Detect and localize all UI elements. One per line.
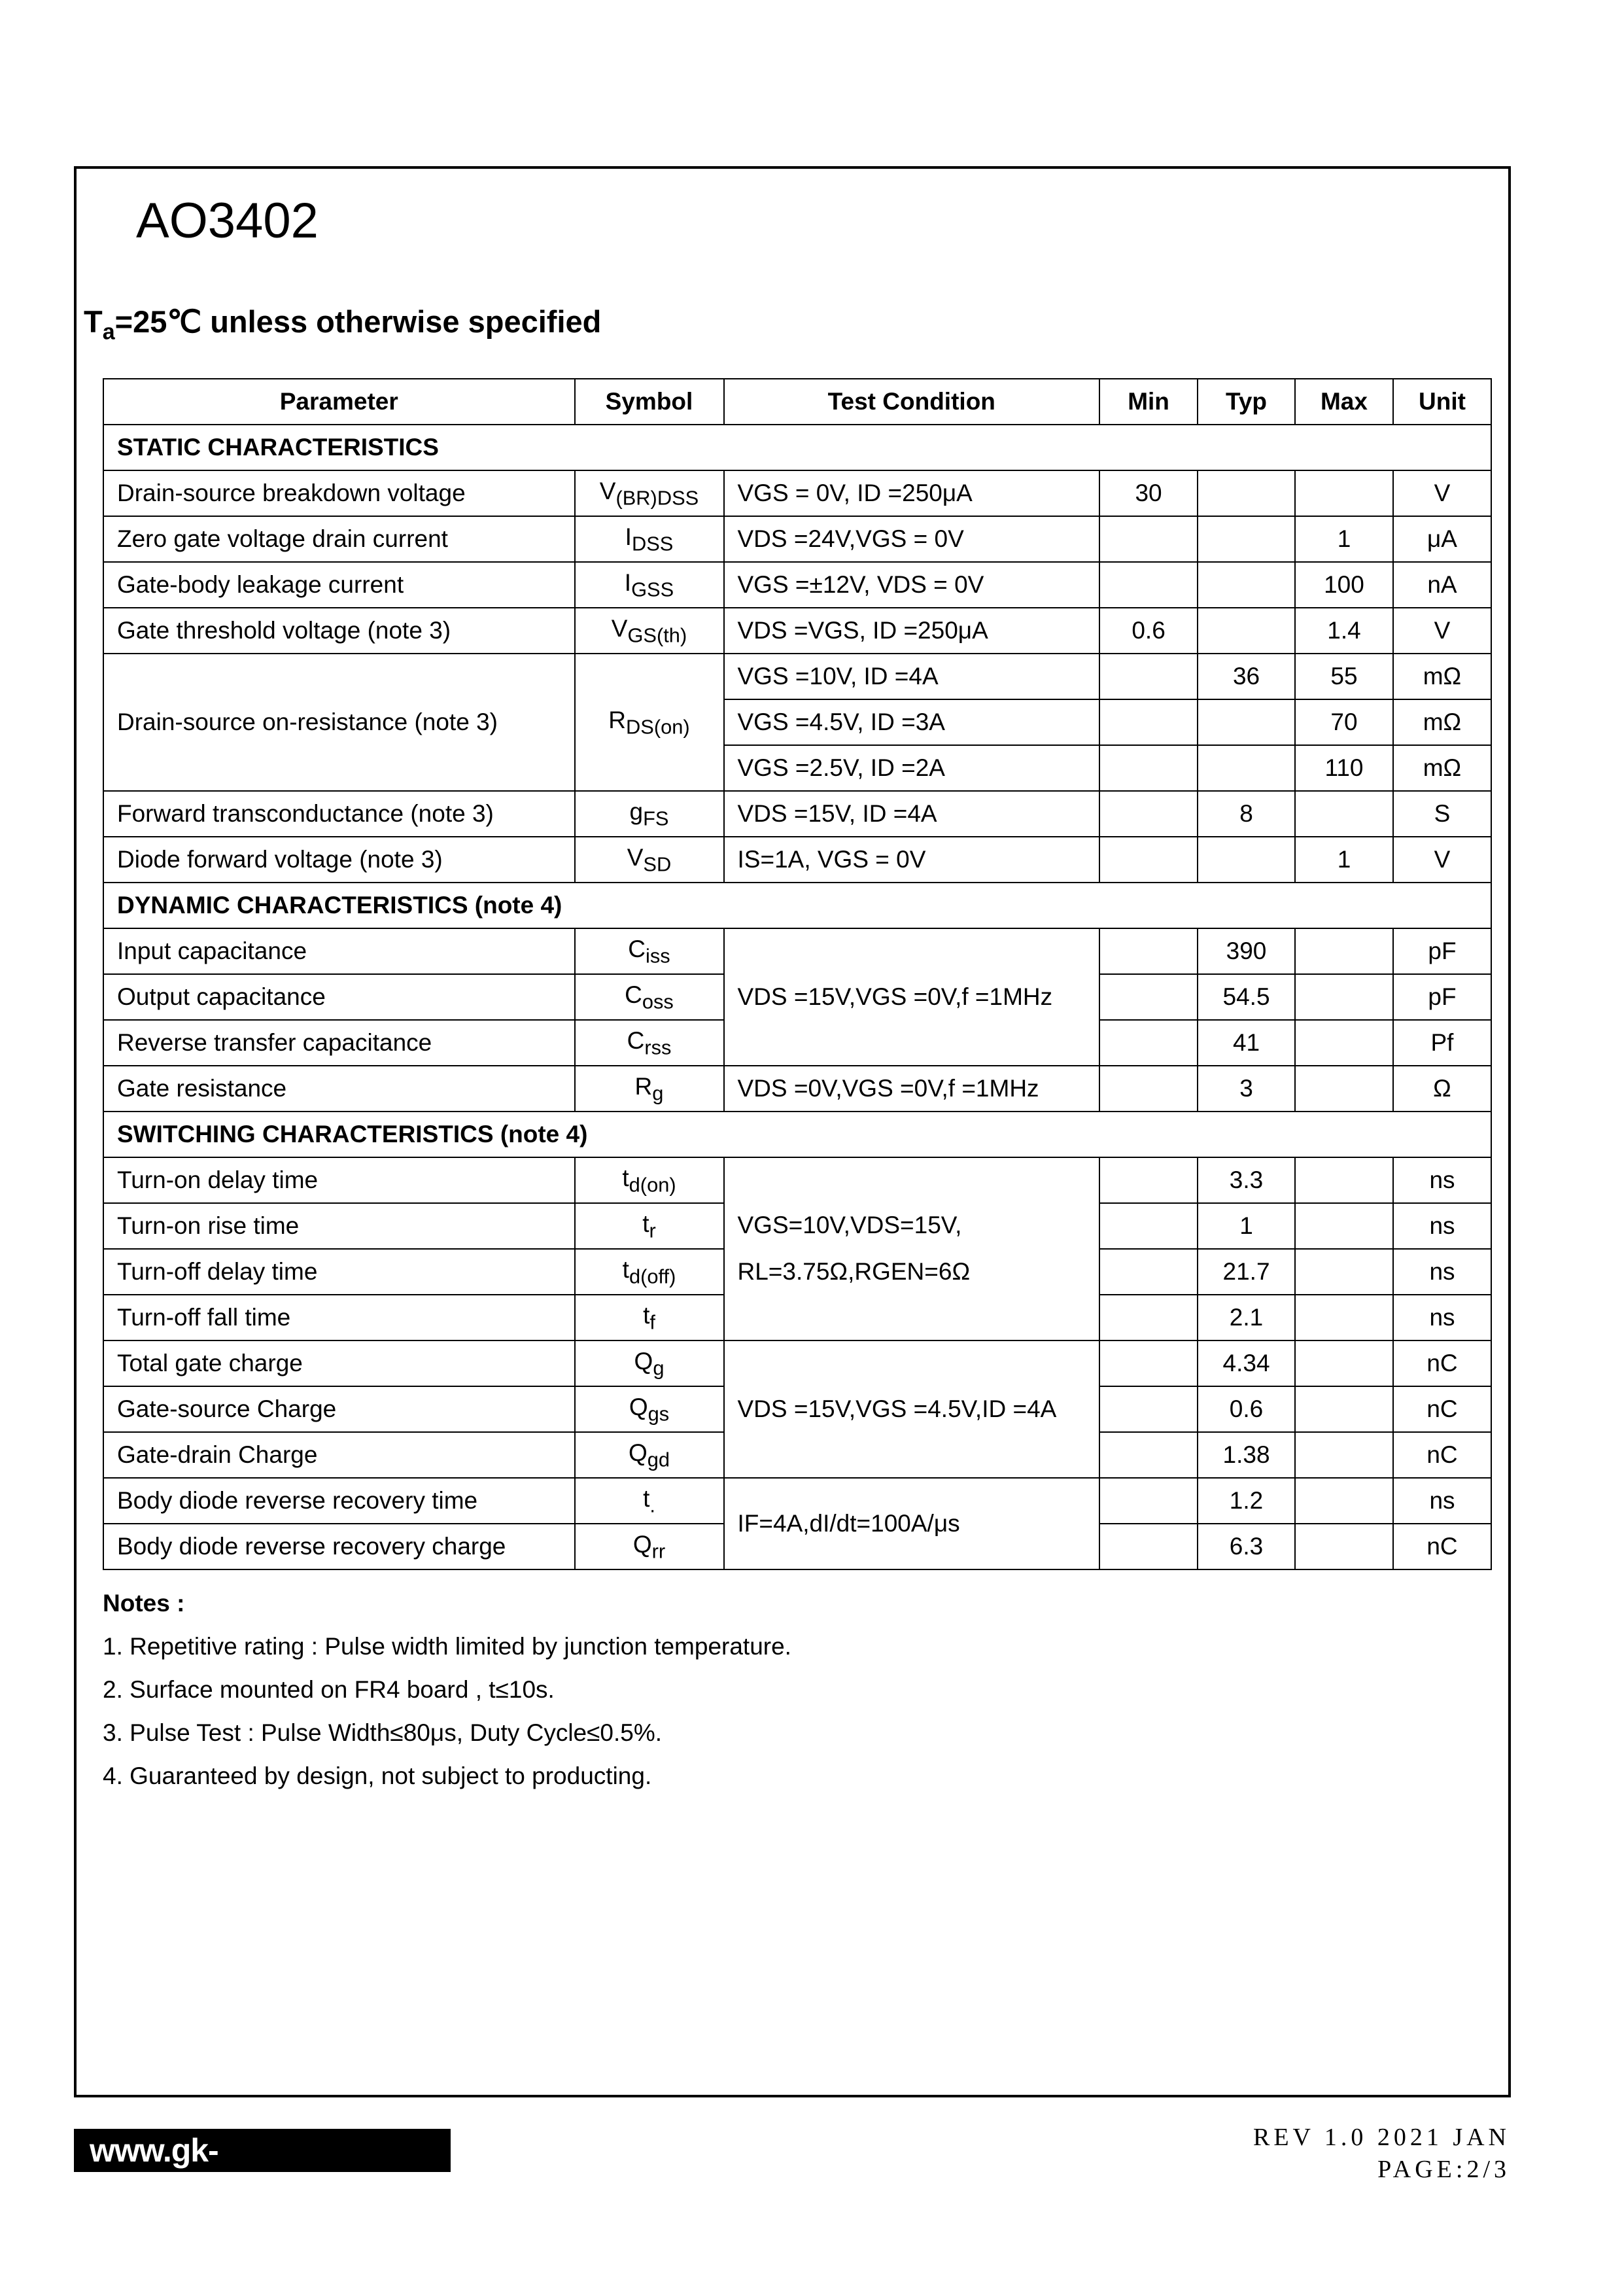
typ-cell: [1198, 470, 1295, 516]
typ-cell: [1198, 837, 1295, 883]
condition-cell: VGS =±12V, VDS = 0V: [724, 562, 1100, 608]
param-cell: Gate threshold voltage (note 3): [103, 608, 575, 654]
min-cell: [1099, 1432, 1198, 1478]
max-cell: [1295, 1203, 1393, 1249]
col-header-unit: Unit: [1393, 379, 1491, 425]
param-cell: Drain-source breakdown voltage: [103, 470, 575, 516]
table-row: [103, 562, 1491, 608]
unit-cell: μA: [1393, 516, 1491, 562]
unit-cell: nC: [1393, 1524, 1491, 1569]
condition-cell: VDS =15V,VGS =0V,f =1MHz: [724, 928, 1100, 1066]
min-cell: [1099, 699, 1198, 745]
unit-cell: pF: [1393, 928, 1491, 974]
section-dynamic: DYNAMIC CHARACTERISTICS (note 4): [103, 883, 1491, 928]
unit-cell: Ω: [1393, 1066, 1491, 1112]
typ-cell: 1: [1198, 1203, 1295, 1249]
max-cell: [1295, 1295, 1393, 1340]
min-cell: 30: [1099, 470, 1198, 516]
max-cell: 1.4: [1295, 608, 1393, 654]
col-header-min: Min: [1099, 379, 1198, 425]
note-item: 2. Surface mounted on FR4 board , t≤10s.: [103, 1676, 555, 1703]
unit-cell: ns: [1393, 1478, 1491, 1524]
min-cell: [1099, 1524, 1198, 1569]
table-row: [103, 516, 1491, 562]
param-cell: Gate-drain Charge: [103, 1432, 575, 1478]
param-cell: Gate-source Charge: [103, 1386, 575, 1432]
max-cell: 110: [1295, 745, 1393, 791]
param-cell: Gate resistance: [103, 1066, 575, 1112]
footer-revision: REV 1.0 2021 JAN: [1253, 2124, 1510, 2151]
condition-cell: VDS =24V,VGS = 0V: [724, 516, 1100, 562]
symbol-cell: $V_{GS(th)}$: [575, 608, 724, 654]
table-row: [103, 837, 1491, 883]
notes-title: Notes :: [103, 1590, 185, 1617]
note-item: 4. Guaranteed by design, not subject to producting.: [103, 1762, 652, 1789]
table-row: [103, 654, 1491, 699]
min-cell: [1099, 1066, 1198, 1112]
param-cell: Total gate charge: [103, 1340, 575, 1386]
condition-cell: VDS =0V,VGS =0V,f =1MHz: [724, 1066, 1100, 1112]
min-cell: [1099, 928, 1198, 974]
unit-cell: ns: [1393, 1295, 1491, 1340]
symbol-cell: $C_{rss}$: [575, 1020, 724, 1066]
condition-cell: VGS=10V,VDS=15V, RL=3.75Ω,RGEN=6Ω: [724, 1157, 1100, 1340]
param-cell: Drain-source on-resistance (note 3): [103, 654, 575, 791]
col-header-symbol: Symbol: [575, 379, 724, 425]
symbol-cell: $C_{iss}$: [575, 928, 724, 974]
param-cell: Zero gate voltage drain current: [103, 516, 575, 562]
typ-cell: 8: [1198, 791, 1295, 837]
min-cell: 0.6: [1099, 608, 1198, 654]
unit-cell: mΩ: [1393, 654, 1491, 699]
condition-cell: VDS =15V,VGS =4.5V,ID =4A: [724, 1340, 1100, 1478]
param-cell: Output capacitance: [103, 974, 575, 1020]
typ-cell: 3.3: [1198, 1157, 1295, 1203]
typ-cell: 390: [1198, 928, 1295, 974]
max-cell: [1295, 1066, 1393, 1112]
param-cell: Body diode reverse recovery time: [103, 1478, 575, 1524]
symbol-cell: $t_.$: [575, 1478, 724, 1524]
typ-cell: 41: [1198, 1020, 1295, 1066]
max-cell: 1: [1295, 837, 1393, 883]
table-row: [103, 1157, 1491, 1203]
table-row: [103, 1340, 1491, 1386]
max-cell: 70: [1295, 699, 1393, 745]
table-row: [103, 791, 1491, 837]
typ-cell: 4.34: [1198, 1340, 1295, 1386]
max-cell: [1295, 1020, 1393, 1066]
symbol-cell: $t_{d(on)}$: [575, 1157, 724, 1203]
typ-cell: 6.3: [1198, 1524, 1295, 1569]
symbol-cell: $Q_g$: [575, 1340, 724, 1386]
min-cell: [1099, 1295, 1198, 1340]
max-cell: [1295, 791, 1393, 837]
min-cell: [1099, 1157, 1198, 1203]
condition-heading: [84, 305, 601, 345]
min-cell: [1099, 516, 1198, 562]
max-cell: 100: [1295, 562, 1393, 608]
typ-cell: [1198, 516, 1295, 562]
unit-cell: S: [1393, 791, 1491, 837]
typ-cell: 1.38: [1198, 1432, 1295, 1478]
section-row: [103, 1112, 1491, 1157]
min-cell: [1099, 1203, 1198, 1249]
condition-cell: IS=1A, VGS = 0V: [724, 837, 1100, 883]
table-row: [103, 608, 1491, 654]
max-cell: [1295, 974, 1393, 1020]
unit-cell: V: [1393, 837, 1491, 883]
condition-cell: VDS =VGS, ID =250μA: [724, 608, 1100, 654]
unit-cell: ns: [1393, 1249, 1491, 1295]
footer-page-number: PAGE:2/3: [1377, 2156, 1510, 2183]
min-cell: [1099, 1249, 1198, 1295]
param-cell: Input capacitance: [103, 928, 575, 974]
min-cell: [1099, 562, 1198, 608]
param-cell: Body diode reverse recovery charge: [103, 1524, 575, 1569]
condition-cell: VGS =2.5V, ID =2A: [724, 745, 1100, 791]
col-header-parameter: Parameter: [103, 379, 575, 425]
table-row: [103, 1478, 1491, 1524]
typ-cell: 2.1: [1198, 1295, 1295, 1340]
param-cell: Diode forward voltage (note 3): [103, 837, 575, 883]
symbol-cell: $t_{d(off)}$: [575, 1249, 724, 1295]
unit-cell: ns: [1393, 1157, 1491, 1203]
max-cell: 1: [1295, 516, 1393, 562]
section-row: [103, 883, 1491, 928]
param-cell: Turn-off fall time: [103, 1295, 575, 1340]
unit-cell: ns: [1393, 1203, 1491, 1249]
symbol-cell: $Q_{gs}$: [575, 1386, 724, 1432]
max-cell: [1295, 1432, 1393, 1478]
min-cell: [1099, 654, 1198, 699]
condition-text: =25℃ unless otherwise specified: [114, 304, 602, 339]
max-cell: [1295, 1157, 1393, 1203]
temp-symbol: T: [84, 304, 103, 339]
section-switching: SWITCHING CHARACTERISTICS (note 4): [103, 1112, 1491, 1157]
typ-cell: [1198, 562, 1295, 608]
max-cell: [1295, 1340, 1393, 1386]
temp-subscript: a: [102, 319, 115, 345]
symbol-cell: $I_{DSS}$: [575, 516, 724, 562]
typ-cell: [1198, 699, 1295, 745]
param-cell: Reverse transfer capacitance: [103, 1020, 575, 1066]
symbol-cell: $Q_{gd}$: [575, 1432, 724, 1478]
condition-cell: VDS =15V, ID =4A: [724, 791, 1100, 837]
col-header-test-condition: Test Condition: [724, 379, 1100, 425]
param-cell: Turn-on rise time: [103, 1203, 575, 1249]
condition-cell: VGS =4.5V, ID =3A: [724, 699, 1100, 745]
typ-cell: 3: [1198, 1066, 1295, 1112]
min-cell: [1099, 791, 1198, 837]
symbol-cell: $g_{FS}$: [575, 791, 724, 837]
electrical-characteristics-table: [103, 378, 1492, 1570]
param-cell: Forward transconductance (note 3): [103, 791, 575, 837]
table-header-row: [103, 379, 1491, 425]
unit-cell: nC: [1393, 1340, 1491, 1386]
unit-cell: nC: [1393, 1432, 1491, 1478]
symbol-cell: $R_g$: [575, 1066, 724, 1112]
typ-cell: 21.7: [1198, 1249, 1295, 1295]
symbol-cell: $V_{SD}$: [575, 837, 724, 883]
note-item: 1. Repetitive rating : Pulse width limited by junction temperature.: [103, 1633, 791, 1660]
condition-cell: VGS =10V, ID =4A: [724, 654, 1100, 699]
symbol-cell: $Q_{rr}$: [575, 1524, 724, 1569]
min-cell: [1099, 1340, 1198, 1386]
section-static: STATIC CHARACTERISTICS: [103, 425, 1491, 470]
symbol-cell: $V_{(BR)DSS}$: [575, 470, 724, 516]
param-cell: Turn-on delay time: [103, 1157, 575, 1203]
note-item: 3. Pulse Test : Pulse Width≤80μs, Duty Cycle≤0.5%.: [103, 1719, 663, 1746]
table-row: [103, 470, 1491, 516]
unit-cell: Pf: [1393, 1020, 1491, 1066]
min-cell: [1099, 745, 1198, 791]
max-cell: [1295, 1524, 1393, 1569]
min-cell: [1099, 1020, 1198, 1066]
max-cell: [1295, 1478, 1393, 1524]
symbol-cell: $C_{oss}$: [575, 974, 724, 1020]
unit-cell: V: [1393, 608, 1491, 654]
table-row: [103, 1066, 1491, 1112]
symbol-cell: $t_f$: [575, 1295, 724, 1340]
typ-cell: [1198, 608, 1295, 654]
symbol-cell: $t_r$: [575, 1203, 724, 1249]
symbol-cell: $R_{DS(on)}$: [575, 654, 724, 791]
max-cell: [1295, 1386, 1393, 1432]
condition-cell: IF=4A,dI/dt=100A/μs: [724, 1478, 1100, 1569]
symbol-cell: $I_{GSS}$: [575, 562, 724, 608]
min-cell: [1099, 837, 1198, 883]
condition-cell: VGS = 0V, ID =250μA: [724, 470, 1100, 516]
typ-cell: 36: [1198, 654, 1295, 699]
footer-website: www.gk-goodwork.com.: [74, 2129, 451, 2172]
typ-cell: 54.5: [1198, 974, 1295, 1020]
unit-cell: mΩ: [1393, 745, 1491, 791]
param-cell: Turn-off delay time: [103, 1249, 575, 1295]
typ-cell: [1198, 745, 1295, 791]
max-cell: 55: [1295, 654, 1393, 699]
unit-cell: V: [1393, 470, 1491, 516]
part-number-title: AO3402: [136, 193, 319, 249]
param-cell: Gate-body leakage current: [103, 562, 575, 608]
max-cell: [1295, 928, 1393, 974]
typ-cell: 0.6: [1198, 1386, 1295, 1432]
unit-cell: nA: [1393, 562, 1491, 608]
typ-cell: 1.2: [1198, 1478, 1295, 1524]
max-cell: [1295, 470, 1393, 516]
table-row: [103, 928, 1491, 974]
max-cell: [1295, 1249, 1393, 1295]
min-cell: [1099, 974, 1198, 1020]
min-cell: [1099, 1478, 1198, 1524]
unit-cell: nC: [1393, 1386, 1491, 1432]
col-header-typ: Typ: [1198, 379, 1295, 425]
notes-section: [103, 1582, 791, 1798]
section-row: [103, 425, 1491, 470]
min-cell: [1099, 1386, 1198, 1432]
unit-cell: pF: [1393, 974, 1491, 1020]
col-header-max: Max: [1295, 379, 1393, 425]
unit-cell: mΩ: [1393, 699, 1491, 745]
